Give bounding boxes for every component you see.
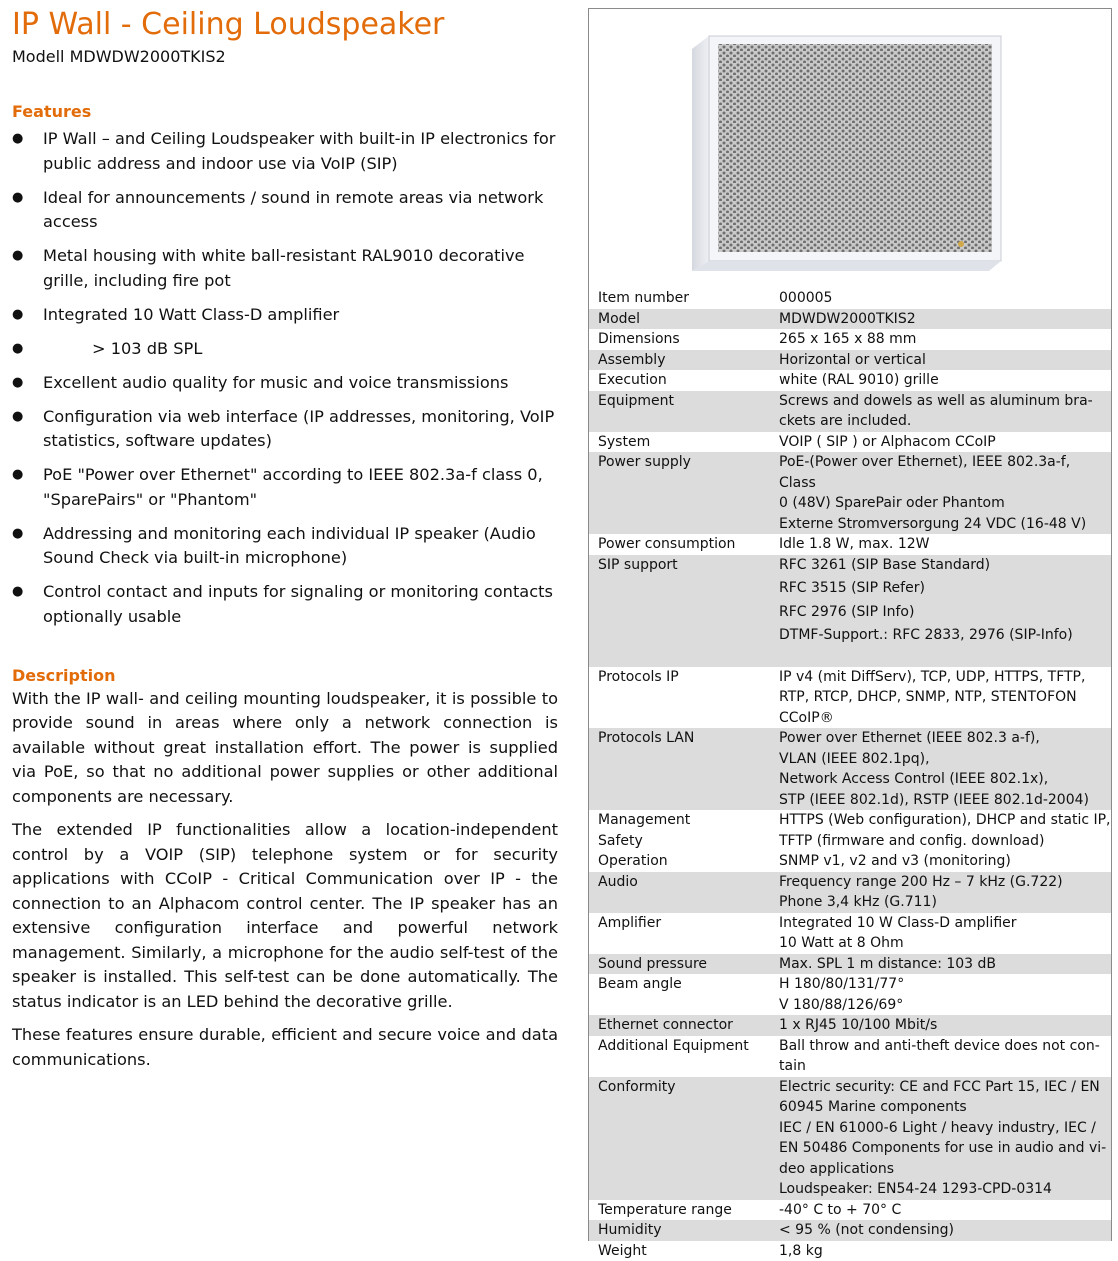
spec-key: Protocols IP xyxy=(589,667,770,729)
description-heading: Description xyxy=(12,665,558,687)
spec-value: RFC 3261 (SIP Base Standard) RFC 3515 (SIP Refer) RFC 2976 (SIP Info) DTMF-Support.: RFC 2833, 2976 (SIP-Info) xyxy=(770,555,1111,667)
feature-item: ● > 103 dB SPL xyxy=(12,337,558,362)
spec-value: Screws and dowels as well as aluminum bra- ckets are included. xyxy=(770,391,1111,432)
bullet-icon: ● xyxy=(12,303,23,328)
bullet-icon: ● xyxy=(12,371,23,396)
spec-key: Conformity xyxy=(589,1077,770,1200)
bullet-icon: ● xyxy=(12,244,23,269)
table-row xyxy=(589,974,1111,1015)
spec-key: Power supply xyxy=(589,452,770,534)
feature-item: ● Control contact and inputs for signaling or monitoring contacts optionally usable xyxy=(12,580,558,629)
spec-value: white (RAL 9010) grille xyxy=(770,370,1111,391)
table-row xyxy=(589,810,1111,872)
table-row xyxy=(589,954,1111,975)
bullet-icon: ● xyxy=(12,186,23,211)
spec-value: -40° C to + 70° C xyxy=(770,1200,1111,1221)
spec-value: Integrated 10 W Class-D amplifier 10 Watt at 8 Ohm xyxy=(770,913,1111,954)
spec-value: 1,8 kg xyxy=(770,1241,1111,1261)
spec-key: Amplifier xyxy=(589,913,770,954)
feature-item: ● Excellent audio quality for music and voice transmissions xyxy=(12,371,558,396)
table-row xyxy=(589,1015,1111,1036)
description-paragraph: These features ensure durable, efficient and secure voice and data communications. xyxy=(12,1023,558,1072)
feature-item: ● Integrated 10 Watt Class-D amplifier xyxy=(12,303,558,328)
spec-value: 000005 xyxy=(770,288,1111,309)
feature-item: ● IP Wall – and Ceiling Loudspeaker with built-in IP electronics for public address and indoor use via VoIP (SIP) xyxy=(12,127,558,176)
bullet-icon: ● xyxy=(12,580,23,605)
features-heading: Features xyxy=(12,101,558,123)
bullet-icon: ● xyxy=(12,522,23,547)
table-row xyxy=(589,452,1111,534)
spec-key: Temperature range xyxy=(589,1200,770,1221)
spec-key: Audio xyxy=(589,872,770,913)
table-row xyxy=(589,370,1111,391)
table-row xyxy=(589,872,1111,913)
spec-key: Humidity xyxy=(589,1220,770,1241)
spec-value: IP v4 (mit DiffServ), TCP, UDP, HTTPS, TFTP, RTP, RTCP, DHCP, SNMP, NTP, STENTOFON CCoIP® xyxy=(770,667,1111,729)
table-row xyxy=(589,534,1111,555)
spec-key: Item number xyxy=(589,288,770,309)
bullet-icon: ● xyxy=(12,405,23,430)
spec-key: Assembly xyxy=(589,350,770,371)
bullet-icon: ● xyxy=(12,463,23,488)
left-column xyxy=(12,6,558,1081)
spec-key: Equipment xyxy=(589,391,770,432)
spec-value: Horizontal or vertical xyxy=(770,350,1111,371)
spec-value: MDWDW2000TKIS2 xyxy=(770,309,1111,330)
description-paragraph: The extended IP functionalities allow a location-independent control by a VOIP (SIP) telephone system or for security applications with CCoIP - Critical Communication over IP - the connection to an Alphacom control center. The IP speaker has an extensive configuration interface and powerful network management. Similarly, a microphone for the audio self-test of the speaker is installed. This self-test can be done automatically. The status indicator is an LED behind the decorative grille. xyxy=(12,818,558,1014)
table-row xyxy=(589,288,1111,309)
table-row xyxy=(589,728,1111,810)
table-row xyxy=(589,1200,1111,1221)
spec-value: Idle 1.8 W, max. 12W xyxy=(770,534,1111,555)
spec-key: Protocols LAN xyxy=(589,728,770,810)
feature-item: ● Metal housing with white ball-resistant RAL9010 decorative grille, including fire pot xyxy=(12,244,558,293)
model-subtitle: Modell MDWDW2000TKIS2 xyxy=(12,46,558,68)
table-row xyxy=(589,555,1111,667)
spec-value: Electric security: CE and FCC Part 15, IEC / EN 60945 Marine components IEC / EN 61000-6 Light / heavy industry, IEC / EN 50486 Components for use in audio and vi- deo applications Loudspeaker: EN54-24 1293-CPD-0314 xyxy=(770,1077,1111,1200)
feature-item: ● Ideal for announcements / sound in remote areas via network access xyxy=(12,186,558,235)
table-row xyxy=(589,309,1111,330)
feature-item: ● Configuration via web interface (IP addresses, monitoring, VoIP statistics, software updates) xyxy=(12,405,558,454)
spec-key: Dimensions xyxy=(589,329,770,350)
table-row xyxy=(589,667,1111,729)
table-row xyxy=(589,391,1111,432)
spec-value: H 180/80/131/77° V 180/88/126/69° xyxy=(770,974,1111,1015)
spec-value: Frequency range 200 Hz – 7 kHz (G.722) Phone 3,4 kHz (G.711) xyxy=(770,872,1111,913)
spec-key: Execution xyxy=(589,370,770,391)
spec-value: 1 x RJ45 10/100 Mbit/s xyxy=(770,1015,1111,1036)
spec-key: Weight xyxy=(589,1241,770,1261)
bullet-icon: ● xyxy=(12,337,23,362)
spec-panel xyxy=(588,8,1112,1241)
spec-value: < 95 % (not condensing) xyxy=(770,1220,1111,1241)
feature-item: ● Addressing and monitoring each individual IP speaker (Audio Sound Check via built-in microphone) xyxy=(12,522,558,571)
table-row xyxy=(589,329,1111,350)
spec-key: Power consumption xyxy=(589,534,770,555)
description-paragraph: With the IP wall- and ceiling mounting loudspeaker, it is possible to provide sound in areas where only a network connection is available without great installation effort. The power is supplied via PoE, so that no additional power supplies or other additional components are necessary. xyxy=(12,687,558,810)
table-row xyxy=(589,1036,1111,1077)
feature-item: ● PoE "Power over Ethernet" according to IEEE 802.3a-f class 0, "SparePairs" or "Phantom" xyxy=(12,463,558,512)
features-list xyxy=(12,127,558,629)
spec-key: SIP support xyxy=(589,555,770,667)
table-row xyxy=(589,432,1111,453)
spec-key: System xyxy=(589,432,770,453)
spec-value: HTTPS (Web configuration), DHCP and static IP, TFTP (firmware and config. download) SNMP v1, v2 and v3 (monitoring) xyxy=(770,810,1111,872)
bullet-icon: ● xyxy=(12,127,23,152)
table-row xyxy=(589,913,1111,954)
spec-value: Max. SPL 1 m distance: 103 dB xyxy=(770,954,1111,975)
page-title: IP Wall - Ceiling Loudspeaker xyxy=(12,6,558,44)
table-row xyxy=(589,350,1111,371)
spec-key: Beam angle xyxy=(589,974,770,1015)
spec-key: Sound pressure xyxy=(589,954,770,975)
spec-key: Additional Equipment xyxy=(589,1036,770,1077)
spec-key: Management Safety Operation xyxy=(589,810,770,872)
table-row xyxy=(589,1077,1111,1200)
loudspeaker-image xyxy=(589,9,1111,287)
spec-value: Ball throw and anti-theft device does not con- tain xyxy=(770,1036,1111,1077)
spec-value: Power over Ethernet (IEEE 802.3 a-f), VLAN (IEEE 802.1pq), Network Access Control (IEEE 802.1x), STP (IEEE 802.1d), RSTP (IEEE 802.1d-2004) xyxy=(770,728,1111,810)
spec-key: Ethernet connector xyxy=(589,1015,770,1036)
table-row xyxy=(589,1220,1111,1241)
spec-value: VOIP ( SIP ) or Alphacom CCoIP xyxy=(770,432,1111,453)
spec-key: Model xyxy=(589,309,770,330)
spec-value: PoE-(Power over Ethernet), IEEE 802.3a-f, Class 0 (48V) SparePair oder Phantom Externe Stromversorgung 24 VDC (16-48 V) xyxy=(770,452,1111,534)
spec-value: 265 x 165 x 88 mm xyxy=(770,329,1111,350)
spec-table xyxy=(589,288,1111,1261)
description-body xyxy=(12,687,558,1073)
table-row xyxy=(589,1241,1111,1261)
